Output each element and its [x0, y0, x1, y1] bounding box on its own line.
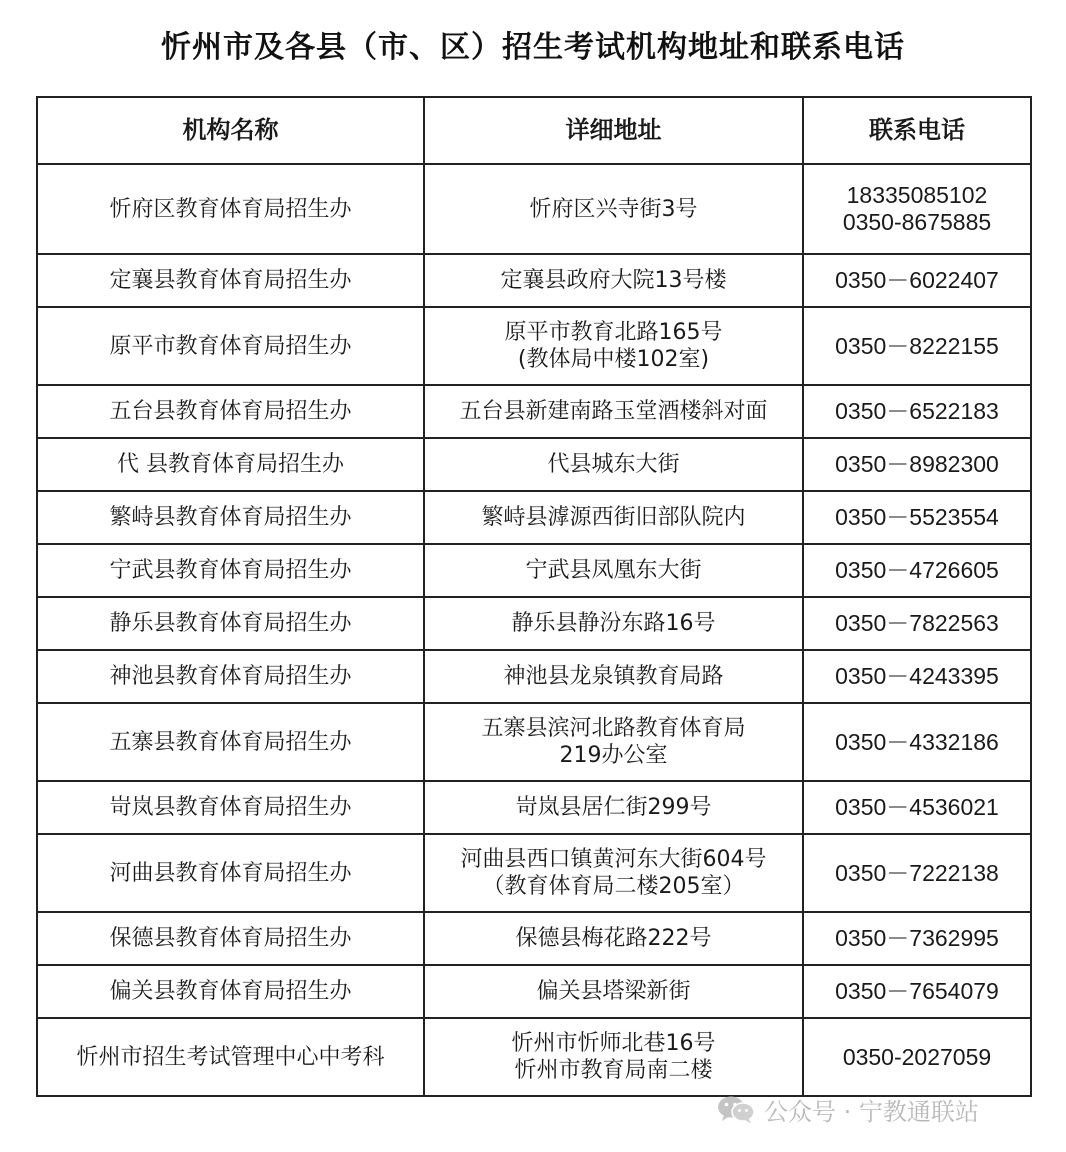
table-row	[37, 164, 1031, 254]
institution-name-cell: 五寨县教育体育局招生办	[37, 703, 424, 781]
phone-cell	[803, 385, 1031, 438]
address-line: 河曲县西口镇黄河东大街604号	[460, 847, 767, 872]
address-cell	[424, 307, 803, 385]
address-line: 五寨县滨河北路教育体育局	[481, 716, 746, 741]
institution-name-cell: 原平市教育体育局招生办	[37, 307, 424, 385]
phone-cell	[803, 544, 1031, 597]
header-institution-name: 机构名称	[37, 97, 424, 164]
institution-name-cell: 静乐县教育体育局招生办	[37, 597, 424, 650]
phone-cell	[803, 834, 1031, 912]
phone-number: 0350－7222138	[835, 859, 999, 886]
address-cell	[424, 781, 803, 834]
watermark	[716, 1090, 979, 1128]
phone-number: 0350－8222155	[835, 332, 999, 359]
address-line: 定襄县政府大院13号楼	[500, 268, 727, 293]
address-line: (教体局中楼102室)	[517, 347, 710, 372]
phone-number: 0350－4332186	[835, 728, 999, 755]
address-line: 保德县梅花路222号	[515, 926, 712, 951]
institution-name-cell: 保德县教育体育局招生办	[37, 912, 424, 965]
address-line: 忻州市教育局南二楼	[514, 1058, 713, 1083]
address-cell	[424, 703, 803, 781]
table-body	[37, 164, 1031, 1096]
address-line: 宁武县凤凰东大街	[525, 558, 702, 583]
phone-cell	[803, 781, 1031, 834]
address-line: 五台县新建南路玉堂酒楼斜对面	[459, 399, 768, 424]
table-row	[37, 491, 1031, 544]
address-line: 忻州市忻师北巷16号	[511, 1031, 716, 1056]
table-row	[37, 438, 1031, 491]
phone-number: 0350-8675885	[842, 209, 992, 235]
institution-name-cell: 宁武县教育体育局招生办	[37, 544, 424, 597]
address-line: 岢岚县居仁街299号	[515, 795, 712, 820]
address-line: 偏关县塔梁新街	[536, 979, 691, 1004]
address-cell	[424, 834, 803, 912]
phone-cell	[803, 307, 1031, 385]
address-cell	[424, 254, 803, 307]
table-row	[37, 703, 1031, 781]
phone-cell	[803, 164, 1031, 254]
phone-number: 0350－4536021	[835, 794, 999, 820]
phone-cell	[803, 912, 1031, 965]
table-row	[37, 307, 1031, 385]
table-row	[37, 965, 1031, 1018]
address-cell	[424, 650, 803, 703]
address-cell	[424, 965, 803, 1018]
address-line: （教育体育局二楼205室）	[482, 874, 745, 899]
institution-name-cell: 五台县教育体育局招生办	[37, 385, 424, 438]
phone-cell	[803, 491, 1031, 544]
watermark-text: 公众号 · 宁教通联站	[764, 1097, 979, 1126]
address-cell	[424, 385, 803, 438]
institution-name-cell: 偏关县教育体育局招生办	[37, 965, 424, 1018]
institution-name-cell: 神池县教育体育局招生办	[37, 650, 424, 703]
table-row	[37, 650, 1031, 703]
contact-table	[36, 96, 1032, 1097]
phone-number: 0350－4726605	[835, 557, 999, 583]
phone-cell	[803, 650, 1031, 703]
address-line: 忻府区兴寺街3号	[529, 196, 698, 222]
table-row	[37, 834, 1031, 912]
phone-number: 0350－7362995	[835, 925, 999, 951]
phone-number: 0350－7654079	[835, 978, 999, 1004]
phone-cell	[803, 254, 1031, 307]
institution-name-cell: 定襄县教育体育局招生办	[37, 254, 424, 307]
address-line: 219办公室	[559, 743, 668, 768]
institution-name-cell: 繁峙县教育体育局招生办	[37, 491, 424, 544]
wechat-icon	[716, 1094, 756, 1124]
table-row	[37, 912, 1031, 965]
address-line: 原平市教育北路165号	[504, 320, 723, 345]
phone-number: 0350－5523554	[835, 504, 999, 530]
phone-number: 0350－4243395	[835, 663, 999, 689]
phone-number: 0350－8982300	[835, 451, 999, 477]
address-cell	[424, 491, 803, 544]
phone-number: 0350－7822563	[835, 610, 999, 636]
table-row	[37, 385, 1031, 438]
phone-cell	[803, 597, 1031, 650]
address-line: 静乐县静汾东路16号	[511, 611, 716, 636]
address-cell	[424, 438, 803, 491]
header-address: 详细地址	[424, 97, 803, 164]
table-row	[37, 544, 1031, 597]
phone-cell	[803, 1018, 1031, 1096]
table-row	[37, 597, 1031, 650]
table-row	[37, 254, 1031, 307]
institution-name-cell: 忻州市招生考试管理中心中考科	[37, 1018, 424, 1096]
phone-cell	[803, 703, 1031, 781]
page-title: 忻州市及各县（市、区）招生考试机构地址和联系电话	[161, 30, 905, 65]
phone-cell	[803, 965, 1031, 1018]
table-header-row	[37, 97, 1031, 164]
phone-number: 0350-2027059	[842, 1043, 992, 1070]
table-row	[37, 1018, 1031, 1096]
table-row	[37, 781, 1031, 834]
phone-cell	[803, 438, 1031, 491]
institution-name-cell: 河曲县教育体育局招生办	[37, 834, 424, 912]
address-line: 神池县龙泉镇教育局路	[503, 664, 724, 689]
address-cell	[424, 597, 803, 650]
institution-name-cell: 代 县教育体育局招生办	[37, 438, 424, 491]
address-cell	[424, 1018, 803, 1096]
address-line: 代县城东大街	[547, 452, 680, 477]
institution-name-cell: 岢岚县教育体育局招生办	[37, 781, 424, 834]
phone-number: 0350－6022407	[835, 267, 999, 293]
address-cell	[424, 544, 803, 597]
header-phone: 联系电话	[803, 97, 1031, 164]
phone-number: 18335085102	[846, 182, 988, 208]
phone-number: 0350－6522183	[835, 398, 999, 424]
address-cell	[424, 912, 803, 965]
institution-name-cell: 忻府区教育体育局招生办	[37, 164, 424, 254]
address-cell	[424, 164, 803, 254]
address-line: 繁峙县滹源西街旧部队院内	[481, 505, 746, 530]
